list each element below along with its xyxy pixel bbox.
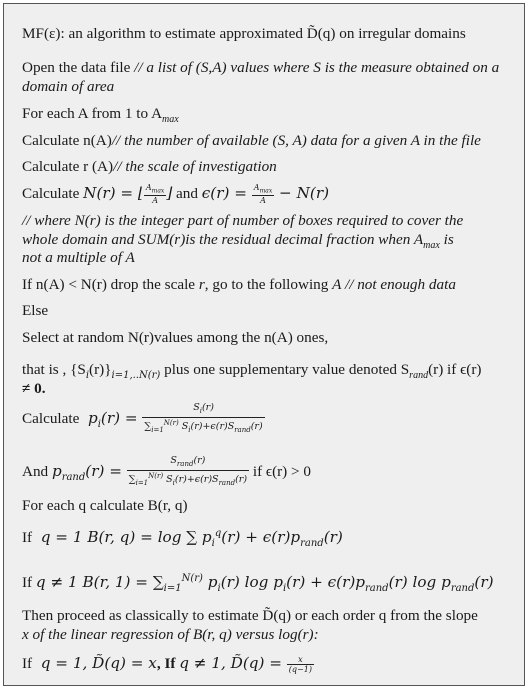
step-select: Select at random N(r)values among the n(A) ones,	[22, 329, 329, 346]
that-is-sub: i=1,..N(r)	[111, 370, 161, 382]
step-final	[22, 651, 314, 676]
if-q1-word: If	[22, 529, 33, 547]
step-if-q-neq-1	[22, 569, 494, 598]
formula-final-qneq1: q ≠ 1, D̃(q) = $\frac{x}{(q-1)}$	[179, 654, 312, 674]
if-drop-comment: // not enough data	[341, 276, 456, 293]
where-comment-1: // where N(r) is the integer part of number of boxes required to cover the	[22, 212, 464, 229]
step-calc-r-comment: // the scale of investigation	[113, 158, 277, 175]
step-else: Else	[22, 302, 49, 319]
if-drop-r: r	[198, 276, 205, 293]
step-for-each-a-text: For each A from 1 to A	[22, 105, 163, 122]
step-calc-r	[22, 157, 277, 176]
that-is-2: (r)}	[89, 361, 112, 378]
formula-final-q1: q = 1, D̃(q) = x	[35, 654, 157, 672]
step-if-q-1	[22, 524, 343, 553]
step-open-comment-2: domain of area	[22, 78, 115, 95]
step-calc-N-eps	[22, 180, 329, 207]
step-for-each-a	[22, 104, 179, 129]
step-for-each-q: For each q calculate B(r, q)	[22, 497, 188, 514]
that-is-3: plus one supplementary value denoted S	[160, 361, 410, 378]
step-calc-n	[22, 131, 481, 150]
if-eps-positive: if ϵ(r) > 0	[252, 462, 311, 480]
final-if-word: If	[22, 655, 33, 672]
formula-p-rand: $p_{rand}(r)$ = $\frac{S_{rand}(r)}{\sum_{i=1}^{N(r)} S_i(r)+\epsilon(r)S_{rand}(r)}$	[51, 455, 248, 487]
if-drop-text-2: , go to the following	[204, 276, 333, 293]
final-mid: , If	[156, 655, 176, 672]
formula-B-qneq1: q ≠ 1 B(r, $1) = \sum_{i=1}^{N(r)}$ $p_i(r)$ $\log p_i(r) + \epsilon(r)p_{rand}(r)$ $\log p_{rand}(r)$	[35, 573, 494, 595]
step-if-drop	[22, 275, 456, 294]
formula-B-q1: q = 1 B(r, q) = log ∑ $p_i^q(r) + \epsilon(r)p_{rand}(r)$	[35, 528, 343, 550]
if-qneq1-word: If	[22, 574, 33, 592]
if-drop-text-1: If n(A) < N(r) drop the scale	[22, 276, 199, 293]
step-proceed-1: Then proceed as classically to estimate D̃(q) or each order q from the slope	[22, 607, 478, 624]
step-calc-N-word: Calculate	[22, 185, 80, 202]
formula-N-floor: N(r) = ⌊ $\frac{A_{max}}{A}$ ⌋	[83, 182, 173, 206]
step-calc-p	[22, 402, 265, 439]
neq-zero: ≠ 0.	[22, 380, 46, 397]
where-comment-2-text: whole domain and SUM(r)is the residual decimal fraction when A	[22, 231, 424, 248]
and-word: and	[176, 185, 198, 202]
step-open-comment: // a list of (S,A) values where S is the measure obtained on a	[134, 59, 500, 76]
step-open-file	[22, 58, 499, 77]
and-prand-word: And	[22, 462, 49, 480]
step-calc-n-label: Calculate n(A)	[22, 132, 112, 149]
formula-eps: ϵ(r) = $\frac{A_{max}}{A}$ − N(r)	[201, 182, 329, 206]
step-open-file-text: Open the data file	[22, 59, 131, 76]
step-calc-r-label: Calculate r (A)	[22, 158, 114, 175]
calc-p-word: Calculate	[22, 409, 80, 427]
that-is-1: that is , {S	[22, 361, 86, 378]
step-proceed-2: x of the linear regression of B(r, q) versus log(r):	[22, 626, 319, 643]
where-amax-sub: max	[423, 240, 440, 252]
that-is-rand: rand	[409, 370, 429, 382]
step-that-is: that is , $\{S_i(r)\}_{i=1,..N(r)}$ plus one supplementary value denoted $S_{rand}(r)$ if ϵ(r)	[22, 361, 482, 382]
if-drop-a: A	[332, 276, 342, 293]
a-max-subscript: max	[162, 114, 179, 126]
that-is-4: (r) if ϵ(r)	[428, 361, 482, 378]
formula-p-i: $p_i(r)$ = $\frac{S_i(r)}{\sum_{i=1}^{N(r)} S_i(r)+\epsilon(r)S_{rand}(r)}$	[83, 402, 263, 434]
algorithm-title: MF(ε): an algorithm to estimate approximated D̃(q) on irregular domains	[22, 25, 466, 42]
where-comment-2-end: is	[439, 231, 454, 248]
step-calc-n-comment: // the number of available (S, A) data for a given A in the file	[111, 132, 481, 149]
step-and-prand	[22, 455, 311, 492]
where-comment-3: not a multiple of A	[22, 249, 135, 266]
